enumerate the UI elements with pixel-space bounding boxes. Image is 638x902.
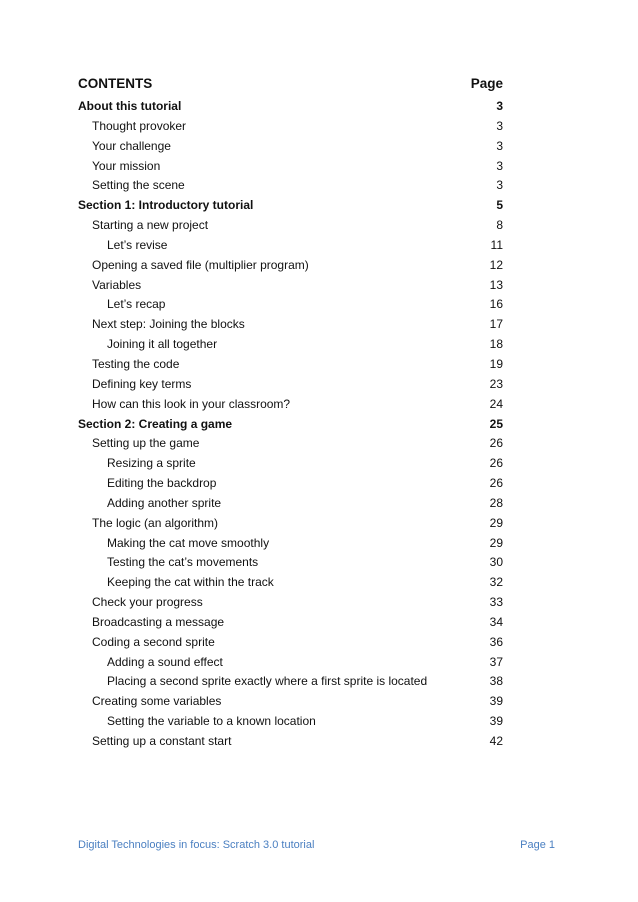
toc-entry-page-number: 23 bbox=[489, 376, 503, 391]
toc-entry[interactable] bbox=[78, 216, 503, 236]
toc-entry[interactable] bbox=[78, 355, 503, 375]
toc-entry[interactable] bbox=[78, 335, 503, 355]
toc-entry[interactable] bbox=[78, 553, 503, 573]
toc-entry-label: Section 1: Introductory tutorial bbox=[78, 198, 254, 213]
page-footer bbox=[78, 839, 555, 855]
toc-entry-page-number: 3 bbox=[496, 118, 503, 133]
toc-entry-page-number: 26 bbox=[489, 436, 503, 451]
toc-entry-page-number: 3 bbox=[496, 99, 503, 113]
toc-entry-label: Your challenge bbox=[92, 138, 171, 153]
toc-entry-page-number: 39 bbox=[489, 694, 503, 709]
footer-page-number: Page 1 bbox=[520, 839, 555, 851]
toc-entry-page-number: 28 bbox=[489, 495, 503, 510]
toc-entry[interactable] bbox=[78, 653, 503, 673]
toc-entry[interactable] bbox=[78, 494, 503, 514]
toc-section-entry[interactable] bbox=[78, 415, 503, 435]
toc-entry-page-number: 25 bbox=[489, 416, 503, 431]
toc-section-entry[interactable] bbox=[78, 97, 503, 117]
toc-entry[interactable] bbox=[78, 732, 503, 752]
toc-entry-page-number: 3 bbox=[496, 138, 503, 153]
toc-entry-page-number: 39 bbox=[489, 714, 503, 729]
toc-entry[interactable] bbox=[78, 176, 503, 196]
toc-entry-page-number: 36 bbox=[489, 634, 503, 649]
toc-entry[interactable] bbox=[78, 276, 503, 296]
toc-entry-label: Keeping the cat within the track bbox=[107, 575, 274, 590]
toc-entry-label: Creating some variables bbox=[92, 694, 222, 709]
toc-entry[interactable] bbox=[78, 633, 503, 653]
toc-entry-label: Setting up the game bbox=[92, 436, 200, 451]
toc-entry[interactable] bbox=[78, 672, 503, 692]
toc-entry-label: Testing the cat’s movements bbox=[107, 555, 259, 570]
toc-entry-page-number: 19 bbox=[489, 356, 503, 371]
toc-entry[interactable] bbox=[78, 712, 503, 732]
toc-entry-page-number: 8 bbox=[496, 218, 503, 233]
toc-entry-page-number: 18 bbox=[489, 337, 503, 352]
toc-entry-label: Thought provoker bbox=[92, 118, 187, 133]
toc-entry[interactable] bbox=[78, 295, 503, 315]
toc-list bbox=[78, 97, 503, 752]
toc-entry[interactable] bbox=[78, 395, 503, 415]
toc-entry-page-number: 17 bbox=[489, 317, 503, 332]
toc-entry-label: Next step: Joining the blocks bbox=[92, 317, 245, 332]
toc-entry[interactable] bbox=[78, 117, 503, 137]
toc-entry-page-number: 29 bbox=[489, 515, 503, 530]
toc-entry-page-number: 29 bbox=[489, 535, 503, 550]
toc-entry-page-number: 26 bbox=[489, 476, 503, 491]
toc-entry-page-number: 13 bbox=[489, 277, 503, 292]
toc-entry[interactable] bbox=[78, 613, 503, 633]
toc-entry-label: Adding a sound effect bbox=[107, 654, 223, 669]
toc-entry-page-number: 5 bbox=[496, 198, 503, 213]
toc-entry[interactable] bbox=[78, 256, 503, 276]
toc-entry-label: Your mission bbox=[92, 158, 161, 173]
footer-document-title: Digital Technologies in focus: Scratch 3.0 tutorial bbox=[78, 839, 315, 851]
toc-entry-label: Adding another sprite bbox=[107, 495, 222, 510]
toc-entry-label: Variables bbox=[92, 277, 142, 292]
toc-entry-label: Setting up a constant start bbox=[92, 734, 232, 748]
toc-header bbox=[78, 76, 503, 96]
toc-entry-page-number: 3 bbox=[496, 178, 503, 193]
toc-entry[interactable] bbox=[78, 434, 503, 454]
toc-entry[interactable] bbox=[78, 534, 503, 554]
toc-entry-label: Check your progress bbox=[92, 595, 203, 610]
toc-entry-page-number: 34 bbox=[489, 614, 503, 629]
toc-entry-label: Resizing a sprite bbox=[107, 456, 196, 471]
toc-entry-label: Starting a new project bbox=[92, 218, 209, 233]
toc-entry[interactable] bbox=[78, 236, 503, 256]
toc-entry-page-number: 16 bbox=[489, 297, 503, 312]
toc-entry-label: Broadcasting a message bbox=[92, 614, 225, 629]
toc-entry-label: Testing the code bbox=[92, 356, 180, 371]
toc-entry[interactable] bbox=[78, 593, 503, 613]
toc-entry-label: Defining key terms bbox=[92, 376, 192, 391]
toc-entry-page-number: 24 bbox=[489, 396, 503, 411]
toc-entry[interactable] bbox=[78, 157, 503, 177]
toc-entry-label: The logic (an algorithm) bbox=[92, 515, 219, 530]
toc-entry-page-number: 42 bbox=[489, 734, 503, 748]
toc-entry[interactable] bbox=[78, 454, 503, 474]
toc-entry-label: Joining it all together bbox=[107, 337, 218, 352]
toc-entry[interactable] bbox=[78, 315, 503, 335]
toc-entry-page-number: 32 bbox=[489, 575, 503, 590]
toc-entry[interactable] bbox=[78, 692, 503, 712]
toc-title: CONTENTS bbox=[78, 76, 153, 91]
toc-entry-page-number: 12 bbox=[489, 257, 503, 272]
toc-entry[interactable] bbox=[78, 474, 503, 494]
toc-entry-label: Setting the scene bbox=[92, 178, 185, 193]
toc-entry-page-number: 38 bbox=[489, 674, 503, 689]
toc-entry-label: How can this look in your classroom? bbox=[92, 396, 291, 411]
toc-entry-label: Let’s recap bbox=[107, 297, 166, 312]
toc-section-entry[interactable] bbox=[78, 196, 503, 216]
toc-entry-label: Coding a second sprite bbox=[92, 634, 215, 649]
toc-entry-label: About this tutorial bbox=[78, 99, 182, 113]
toc-entry-label: Let’s revise bbox=[107, 237, 168, 252]
toc-entry[interactable] bbox=[78, 573, 503, 593]
toc-entry-page-number: 3 bbox=[496, 158, 503, 173]
toc-entry-label: Setting the variable to a known location bbox=[107, 714, 316, 729]
toc-entry[interactable] bbox=[78, 514, 503, 534]
toc-entry-page-number: 11 bbox=[490, 237, 503, 252]
toc-entry-label: Section 2: Creating a game bbox=[78, 416, 233, 431]
toc-entry-label: Editing the backdrop bbox=[107, 476, 217, 491]
toc-entry-label: Opening a saved file (multiplier program) bbox=[92, 257, 309, 272]
toc-entry[interactable] bbox=[78, 137, 503, 157]
toc-entry-page-number: 26 bbox=[489, 456, 503, 471]
toc-entry-label: Making the cat move smoothly bbox=[107, 535, 270, 550]
toc-entry-page-number: 37 bbox=[489, 654, 503, 669]
toc-entry-page-number: 30 bbox=[489, 555, 503, 570]
toc-entry-page-number: 33 bbox=[489, 595, 503, 610]
toc-page-heading: Page bbox=[470, 76, 503, 91]
toc-entry[interactable] bbox=[78, 375, 503, 395]
toc-entry-label: Placing a second sprite exactly where a first sprite is located bbox=[107, 674, 428, 689]
